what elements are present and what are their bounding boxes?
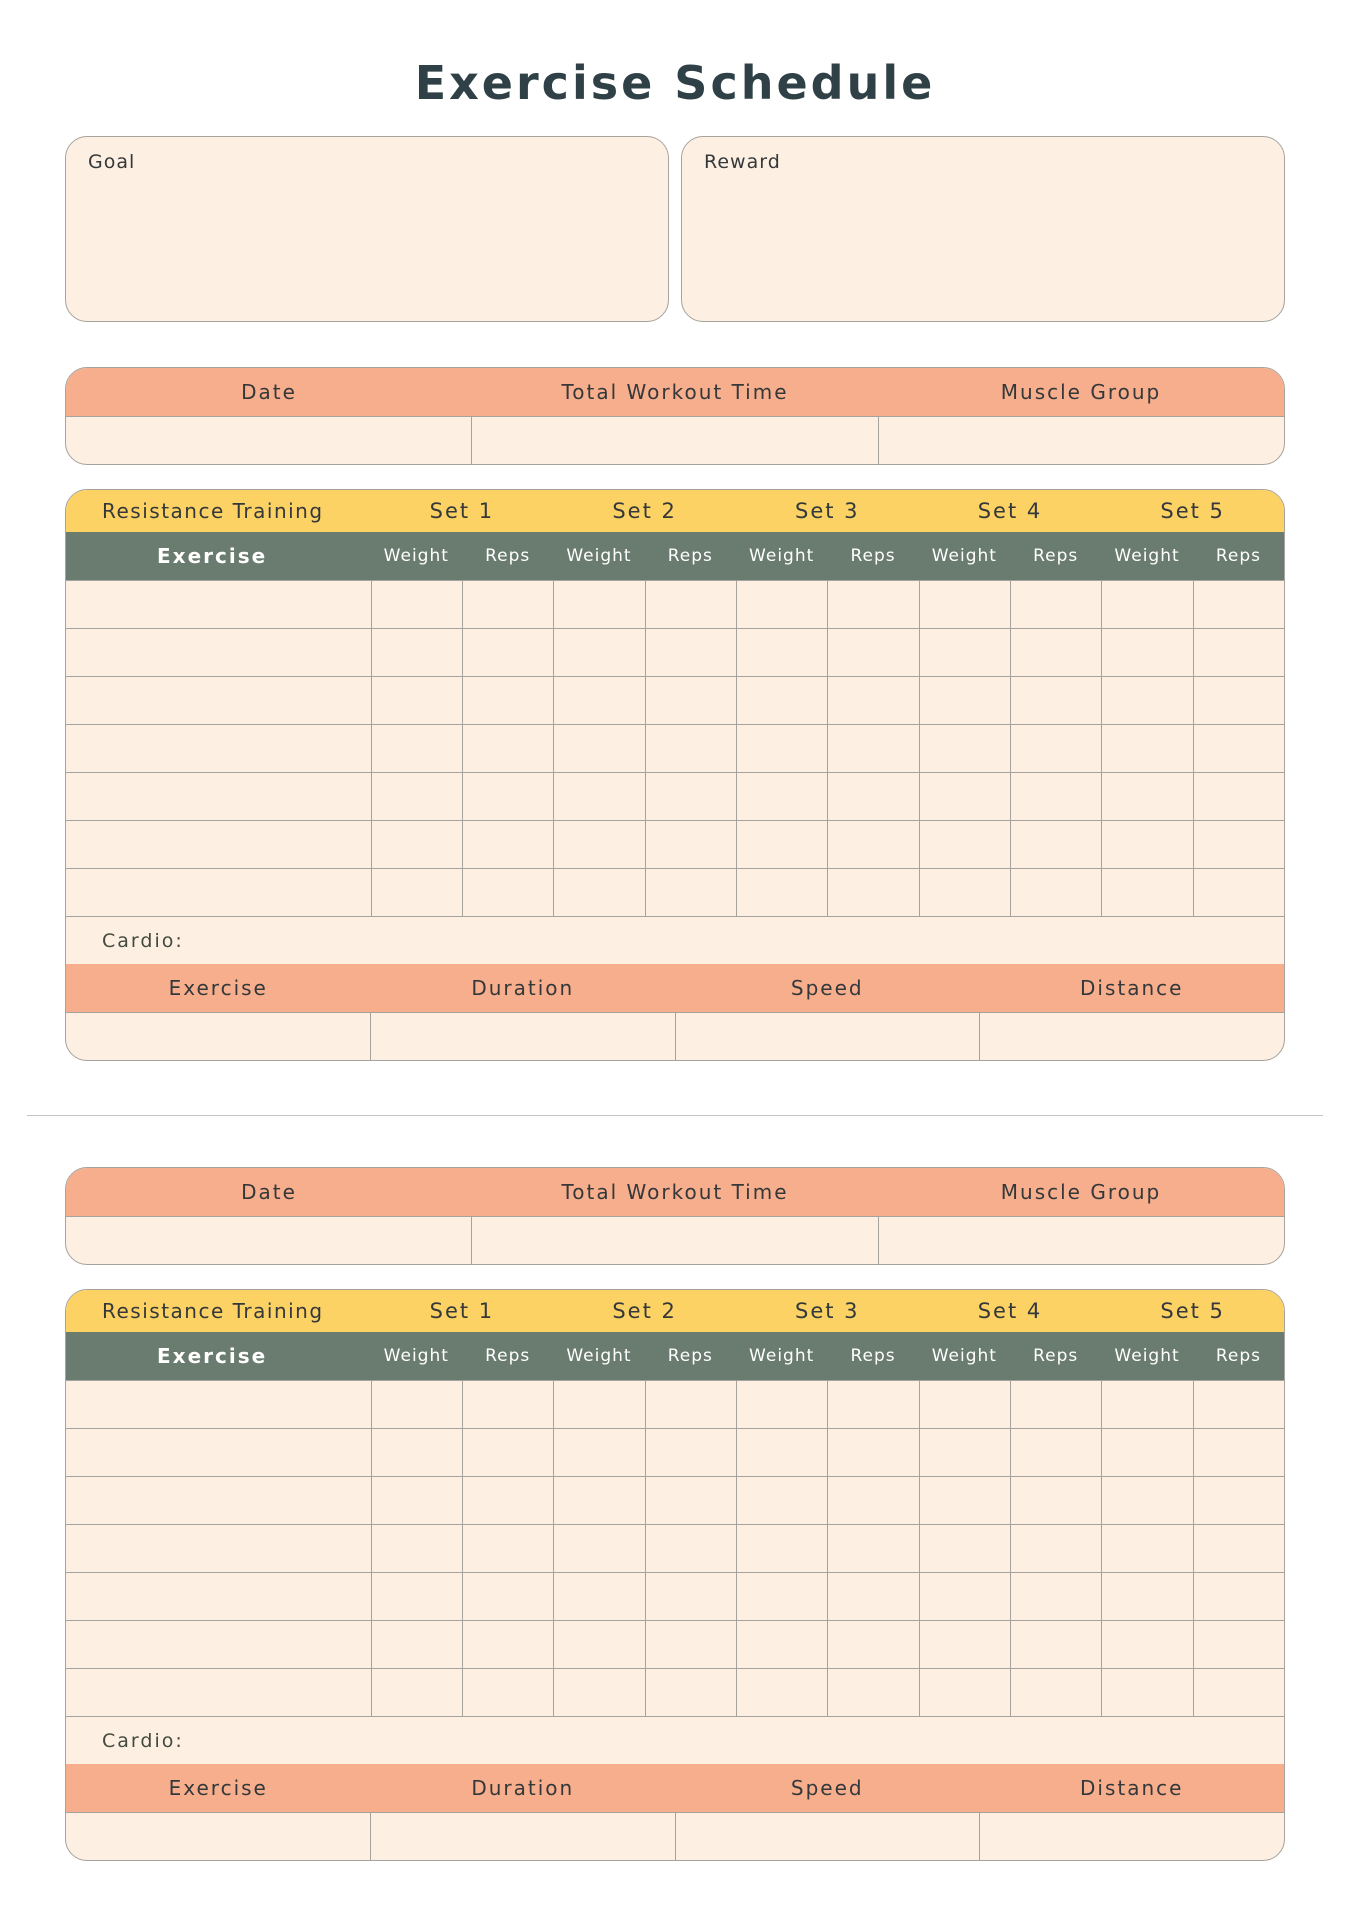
table-row	[66, 1668, 1284, 1716]
reps-cell[interactable]	[462, 1381, 553, 1428]
reps-cell[interactable]	[645, 725, 736, 772]
weight-cell[interactable]	[371, 773, 462, 820]
weight-cell[interactable]	[736, 1429, 827, 1476]
weight-cell[interactable]	[736, 677, 827, 724]
weight-cell[interactable]	[919, 581, 1010, 628]
reps-cell[interactable]	[1010, 677, 1101, 724]
exercise-name-cell[interactable]	[66, 1573, 371, 1620]
total-workout-time-input[interactable]	[471, 417, 877, 464]
weight-cell[interactable]	[553, 1669, 644, 1716]
exercise-rows	[66, 580, 1284, 916]
table-row	[66, 676, 1284, 724]
reps-cell[interactable]	[1010, 1669, 1101, 1716]
weight-cell[interactable]	[371, 1429, 462, 1476]
reps-cell[interactable]	[827, 1429, 918, 1476]
weight-cell[interactable]	[1101, 869, 1192, 916]
reps-cell[interactable]	[645, 1429, 736, 1476]
reps-cell[interactable]	[462, 821, 553, 868]
cardio-duration-input[interactable]	[370, 1813, 675, 1860]
reps-cell[interactable]	[827, 773, 918, 820]
weight-cell[interactable]	[371, 629, 462, 676]
date-input[interactable]	[66, 1217, 471, 1264]
reward-label: Reward	[704, 151, 781, 173]
table-row	[66, 1380, 1284, 1428]
reps-cell[interactable]	[462, 1477, 553, 1524]
weight-cell[interactable]	[736, 773, 827, 820]
weight-header: Weight	[749, 1346, 815, 1366]
training-table-2	[65, 1289, 1285, 1861]
weight-cell[interactable]	[1101, 773, 1192, 820]
weight-cell[interactable]	[553, 821, 644, 868]
reps-cell[interactable]	[1193, 629, 1284, 676]
weight-cell[interactable]	[736, 629, 827, 676]
set-5-header: Set 5	[1160, 499, 1225, 523]
reps-cell[interactable]	[827, 1525, 918, 1572]
reps-cell[interactable]	[1010, 725, 1101, 772]
reps-cell[interactable]	[1010, 1477, 1101, 1524]
weight-cell[interactable]	[919, 821, 1010, 868]
set-2-header: Set 2	[612, 499, 677, 523]
reps-cell[interactable]	[827, 1669, 918, 1716]
reps-header: Reps	[850, 546, 896, 566]
reps-cell[interactable]	[1010, 1621, 1101, 1668]
cardio-input-row	[66, 1812, 1284, 1860]
weight-cell[interactable]	[553, 581, 644, 628]
weight-cell[interactable]	[919, 773, 1010, 820]
reps-cell[interactable]	[827, 869, 918, 916]
reps-cell[interactable]	[1193, 677, 1284, 724]
weight-cell[interactable]	[736, 1477, 827, 1524]
weight-cell[interactable]	[919, 629, 1010, 676]
training-table-1	[65, 489, 1285, 1061]
reps-cell[interactable]	[1193, 1573, 1284, 1620]
summary-input-row	[66, 1216, 1284, 1264]
weight-cell[interactable]	[736, 1381, 827, 1428]
reps-cell[interactable]	[645, 1573, 736, 1620]
weight-cell[interactable]	[1101, 1429, 1192, 1476]
cardio-exercise-input[interactable]	[66, 1013, 370, 1060]
reps-cell[interactable]	[462, 629, 553, 676]
summary-header-row	[66, 1168, 1284, 1216]
reps-cell[interactable]	[1193, 581, 1284, 628]
weight-cell[interactable]	[1101, 1621, 1192, 1668]
reps-header: Reps	[485, 546, 531, 566]
table-row	[66, 1620, 1284, 1668]
weight-cell[interactable]	[553, 1621, 644, 1668]
weight-cell[interactable]	[371, 1525, 462, 1572]
exercise-column-header: Exercise	[157, 1344, 268, 1368]
table-row	[66, 1524, 1284, 1572]
weight-cell[interactable]	[371, 1669, 462, 1716]
weight-header: Weight	[931, 546, 997, 566]
weight-cell[interactable]	[919, 1525, 1010, 1572]
muscle-group-header: Muscle Group	[1000, 380, 1162, 404]
weight-header: Weight	[1114, 546, 1180, 566]
cardio-exercise-input[interactable]	[66, 1813, 370, 1860]
total-workout-time-header: Total Workout Time	[561, 1180, 789, 1204]
cardio-distance-header: Distance	[1080, 1776, 1184, 1800]
table-row	[66, 580, 1284, 628]
weight-cell[interactable]	[553, 1429, 644, 1476]
cardio-exercise-header: Exercise	[168, 1776, 268, 1800]
weight-cell[interactable]	[736, 821, 827, 868]
cardio-distance-header: Distance	[1080, 976, 1184, 1000]
weight-cell[interactable]	[919, 1669, 1010, 1716]
reps-cell[interactable]	[462, 869, 553, 916]
reps-cell[interactable]	[645, 773, 736, 820]
set-4-header: Set 4	[977, 1299, 1043, 1323]
table-row	[66, 820, 1284, 868]
cardio-speed-header: Speed	[790, 1776, 864, 1800]
reps-cell[interactable]	[645, 629, 736, 676]
reps-cell[interactable]	[1193, 773, 1284, 820]
exercise-name-cell[interactable]	[66, 677, 371, 724]
muscle-group-input[interactable]	[878, 1217, 1284, 1264]
total-workout-time-input[interactable]	[471, 1217, 877, 1264]
reps-cell[interactable]	[1010, 629, 1101, 676]
weight-cell[interactable]	[371, 1477, 462, 1524]
weight-cell[interactable]	[736, 1525, 827, 1572]
weight-header: Weight	[931, 1346, 997, 1366]
reps-cell[interactable]	[1010, 869, 1101, 916]
reps-cell[interactable]	[462, 1525, 553, 1572]
weight-cell[interactable]	[371, 1573, 462, 1620]
exercise-name-cell[interactable]	[66, 1525, 371, 1572]
reps-header: Reps	[485, 1346, 531, 1366]
reps-cell[interactable]	[462, 1621, 553, 1668]
cardio-header-row	[66, 1764, 1284, 1812]
exercise-name-cell[interactable]	[66, 581, 371, 628]
weight-cell[interactable]	[371, 1381, 462, 1428]
exercise-name-cell[interactable]	[66, 1669, 371, 1716]
reps-cell[interactable]	[645, 1621, 736, 1668]
weight-cell[interactable]	[1101, 1381, 1192, 1428]
set-4-header: Set 4	[977, 499, 1043, 523]
reps-cell[interactable]	[462, 725, 553, 772]
reps-cell[interactable]	[462, 1669, 553, 1716]
goal-label: Goal	[88, 151, 136, 173]
weight-cell[interactable]	[736, 581, 827, 628]
exercise-name-cell[interactable]	[66, 773, 371, 820]
muscle-group-header: Muscle Group	[1000, 1180, 1162, 1204]
weight-cell[interactable]	[1101, 1573, 1192, 1620]
summary-input-row	[66, 416, 1284, 464]
weight-cell[interactable]	[1101, 629, 1192, 676]
column-header-row	[66, 532, 1284, 580]
reps-cell[interactable]	[1010, 821, 1101, 868]
weight-cell[interactable]	[553, 629, 644, 676]
reps-cell[interactable]	[645, 1669, 736, 1716]
exercise-name-cell[interactable]	[66, 1621, 371, 1668]
reps-cell[interactable]	[462, 1573, 553, 1620]
set-3-header: Set 3	[795, 499, 860, 523]
reps-header: Reps	[1215, 1346, 1261, 1366]
reps-cell[interactable]	[827, 677, 918, 724]
reps-header: Reps	[1033, 546, 1079, 566]
weight-cell[interactable]	[371, 677, 462, 724]
reps-cell[interactable]	[1193, 1381, 1284, 1428]
reward-box[interactable]	[681, 136, 1285, 322]
weight-cell[interactable]	[1101, 725, 1192, 772]
reps-cell[interactable]	[1010, 1573, 1101, 1620]
weight-header: Weight	[1114, 1346, 1180, 1366]
muscle-group-input[interactable]	[878, 417, 1284, 464]
summary-header-row	[66, 368, 1284, 416]
weight-cell[interactable]	[1101, 821, 1192, 868]
set-2-header: Set 2	[612, 1299, 677, 1323]
cardio-header-row	[66, 964, 1284, 1012]
exercise-name-cell[interactable]	[66, 821, 371, 868]
date-header: Date	[241, 380, 297, 404]
weight-cell[interactable]	[371, 821, 462, 868]
reps-cell[interactable]	[1193, 1525, 1284, 1572]
weight-cell[interactable]	[1101, 1669, 1192, 1716]
weight-header: Weight	[566, 546, 632, 566]
cardio-duration-header: Duration	[471, 1776, 575, 1800]
weight-cell[interactable]	[371, 725, 462, 772]
reps-header: Reps	[1215, 546, 1261, 566]
set-5-header: Set 5	[1160, 1299, 1225, 1323]
weight-cell[interactable]	[736, 725, 827, 772]
weight-cell[interactable]	[919, 677, 1010, 724]
table-row	[66, 1476, 1284, 1524]
reps-cell[interactable]	[462, 581, 553, 628]
set-1-header: Set 1	[429, 499, 495, 523]
weight-cell[interactable]	[553, 1477, 644, 1524]
reps-cell[interactable]	[462, 1429, 553, 1476]
cardio-speed-input[interactable]	[675, 1013, 980, 1060]
weight-cell[interactable]	[553, 1573, 644, 1620]
weight-cell[interactable]	[919, 725, 1010, 772]
reps-cell[interactable]	[1193, 1621, 1284, 1668]
reps-cell[interactable]	[1193, 725, 1284, 772]
reps-cell[interactable]	[827, 1573, 918, 1620]
cardio-duration-header: Duration	[471, 976, 575, 1000]
set-header-row	[66, 490, 1284, 532]
cardio-distance-input[interactable]	[979, 1013, 1284, 1060]
reps-cell[interactable]	[827, 725, 918, 772]
reps-cell[interactable]	[827, 1621, 918, 1668]
cardio-speed-header: Speed	[790, 976, 864, 1000]
set-3-header: Set 3	[795, 1299, 860, 1323]
cardio-label: Cardio:	[66, 1716, 1284, 1764]
summary-table-1	[65, 367, 1285, 465]
reps-cell[interactable]	[1193, 1477, 1284, 1524]
reps-cell[interactable]	[1193, 1429, 1284, 1476]
date-input[interactable]	[66, 417, 471, 464]
resistance-training-label: Resistance Training	[102, 1299, 324, 1323]
date-header: Date	[241, 1180, 297, 1204]
reps-cell[interactable]	[645, 869, 736, 916]
weight-cell[interactable]	[919, 1381, 1010, 1428]
reps-cell[interactable]	[645, 1381, 736, 1428]
reps-cell[interactable]	[645, 581, 736, 628]
weight-cell[interactable]	[736, 1621, 827, 1668]
weight-header: Weight	[383, 1346, 449, 1366]
table-row	[66, 1572, 1284, 1620]
table-row	[66, 1428, 1284, 1476]
cardio-exercise-header: Exercise	[168, 976, 268, 1000]
weight-cell[interactable]	[736, 1573, 827, 1620]
weight-cell[interactable]	[371, 869, 462, 916]
weight-cell[interactable]	[553, 1525, 644, 1572]
reps-cell[interactable]	[1010, 1429, 1101, 1476]
table-row	[66, 724, 1284, 772]
reps-header: Reps	[850, 1346, 896, 1366]
resistance-training-label: Resistance Training	[102, 499, 324, 523]
weight-cell[interactable]	[1101, 581, 1192, 628]
reps-cell[interactable]	[827, 821, 918, 868]
exercise-name-cell[interactable]	[66, 1477, 371, 1524]
exercise-name-cell[interactable]	[66, 1429, 371, 1476]
weight-cell[interactable]	[919, 1429, 1010, 1476]
column-header-row	[66, 1332, 1284, 1380]
reps-cell[interactable]	[462, 773, 553, 820]
reps-cell[interactable]	[1010, 1525, 1101, 1572]
weight-cell[interactable]	[1101, 1525, 1192, 1572]
reps-cell[interactable]	[1193, 869, 1284, 916]
section-divider	[27, 1115, 1323, 1116]
summary-table-2	[65, 1167, 1285, 1265]
weight-cell[interactable]	[736, 1669, 827, 1716]
cardio-distance-input[interactable]	[979, 1813, 1284, 1860]
cardio-label: Cardio:	[66, 916, 1284, 964]
reps-cell[interactable]	[1193, 821, 1284, 868]
weight-cell[interactable]	[919, 1477, 1010, 1524]
weight-cell[interactable]	[553, 725, 644, 772]
cardio-duration-input[interactable]	[370, 1013, 675, 1060]
reps-cell[interactable]	[827, 1477, 918, 1524]
reps-cell[interactable]	[645, 677, 736, 724]
exercise-name-cell[interactable]	[66, 725, 371, 772]
reps-cell[interactable]	[645, 1477, 736, 1524]
set-header-row	[66, 1290, 1284, 1332]
exercise-column-header: Exercise	[157, 544, 268, 568]
weight-cell[interactable]	[371, 581, 462, 628]
reps-cell[interactable]	[1010, 581, 1101, 628]
cardio-speed-input[interactable]	[675, 1813, 980, 1860]
reps-cell[interactable]	[827, 629, 918, 676]
reps-cell[interactable]	[827, 1381, 918, 1428]
exercise-name-cell[interactable]	[66, 629, 371, 676]
page-title: Exercise Schedule	[414, 56, 936, 110]
goal-box[interactable]	[65, 136, 669, 322]
weight-cell[interactable]	[1101, 677, 1192, 724]
exercise-name-cell[interactable]	[66, 1381, 371, 1428]
table-row	[66, 628, 1284, 676]
weight-cell[interactable]	[553, 869, 644, 916]
exercise-rows	[66, 1380, 1284, 1716]
reps-header: Reps	[667, 1346, 713, 1366]
total-workout-time-header: Total Workout Time	[561, 380, 789, 404]
weight-cell[interactable]	[553, 677, 644, 724]
weight-cell[interactable]	[553, 773, 644, 820]
reps-cell[interactable]	[1193, 1669, 1284, 1716]
weight-cell[interactable]	[919, 1621, 1010, 1668]
weight-header: Weight	[383, 546, 449, 566]
weight-header: Weight	[566, 1346, 632, 1366]
reps-cell[interactable]	[645, 1525, 736, 1572]
weight-cell[interactable]	[736, 869, 827, 916]
weight-cell[interactable]	[371, 1621, 462, 1668]
reps-cell[interactable]	[827, 581, 918, 628]
weight-cell[interactable]	[553, 1381, 644, 1428]
weight-cell[interactable]	[919, 869, 1010, 916]
weight-header: Weight	[749, 546, 815, 566]
table-row	[66, 868, 1284, 916]
reps-cell[interactable]	[645, 821, 736, 868]
exercise-name-cell[interactable]	[66, 869, 371, 916]
set-1-header: Set 1	[429, 1299, 495, 1323]
reps-cell[interactable]	[1010, 773, 1101, 820]
reps-cell[interactable]	[1010, 1381, 1101, 1428]
reps-header: Reps	[667, 546, 713, 566]
reps-cell[interactable]	[462, 677, 553, 724]
cardio-input-row	[66, 1012, 1284, 1060]
weight-cell[interactable]	[1101, 1477, 1192, 1524]
weight-cell[interactable]	[919, 1573, 1010, 1620]
reps-header: Reps	[1033, 1346, 1079, 1366]
table-row	[66, 772, 1284, 820]
